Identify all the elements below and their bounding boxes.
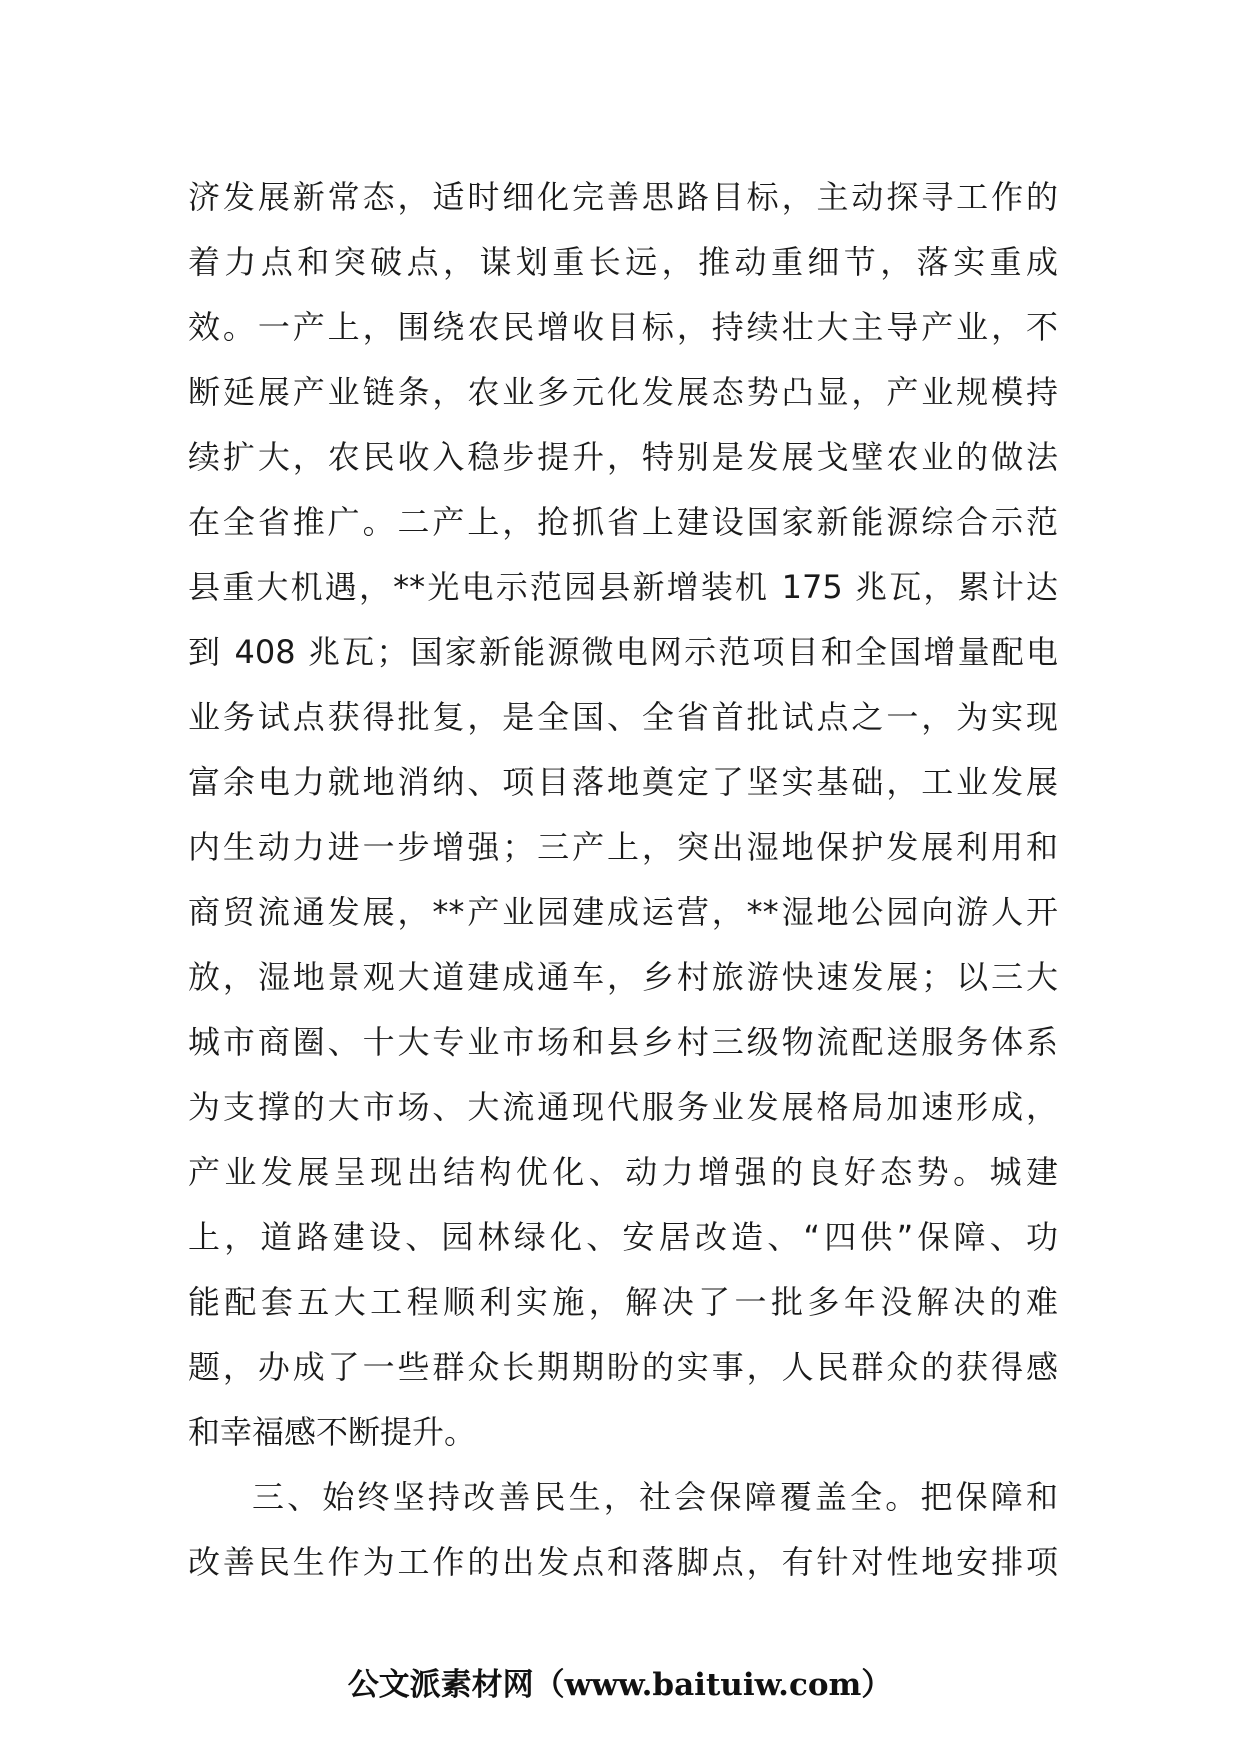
text-line: 断延展产业链条，农业多元化发展态势凸显，产业规模持: [188, 373, 1058, 411]
text-line: 到 408 兆瓦；国家新能源微电网示范项目和全国增量配电: [188, 633, 1058, 671]
text-line: 上，道路建设、园林绿化、安居改造、“四供”保障、功: [188, 1218, 1058, 1256]
text-line: 产业发展呈现出结构优化、动力增强的良好态势。城建: [188, 1153, 1058, 1191]
section-heading-line: 三、始终坚持改善民生，社会保障覆盖全。把保障和: [252, 1478, 1058, 1516]
text-line: 济发展新常态，适时细化完善思路目标，主动探寻工作的: [188, 178, 1058, 216]
text-line: 能配套五大工程顺利实施，解决了一批多年没解决的难: [188, 1283, 1058, 1321]
text-line: 城市商圈、十大专业市场和县乡村三级物流配送服务体系: [188, 1023, 1058, 1061]
text-line: 题，办成了一些群众长期期盼的实事，人民群众的获得感: [188, 1348, 1058, 1386]
text-line: 放，湿地景观大道建成通车，乡村旅游快速发展；以三大: [188, 958, 1058, 996]
text-line: 和幸福感不断提升。: [188, 1413, 477, 1451]
text-line: 效。一产上，围绕农民增收目标，持续壮大主导产业，不: [188, 308, 1058, 346]
text-line: 为支撑的大市场、大流通现代服务业发展格局加速形成，: [188, 1088, 1058, 1126]
text-line: 富余电力就地消纳、项目落地奠定了坚实基础，工业发展: [188, 763, 1058, 801]
text-line: 在全省推广。二产上，抢抓省上建设国家新能源综合示范: [188, 503, 1058, 541]
text-line: 内生动力进一步增强；三产上，突出湿地保护发展利用和: [188, 828, 1058, 866]
text-line: 改善民生作为工作的出发点和落脚点，有针对性地安排项: [188, 1543, 1058, 1581]
text-line: 着力点和突破点，谋划重长远，推动重细节，落实重成: [188, 243, 1058, 281]
text-line: 商贸流通发展，**产业园建成运营，**湿地公园向游人开: [188, 893, 1058, 931]
footer-watermark: 公文派素材网（www.baituiw.com）: [347, 1667, 893, 1703]
text-line: 业务试点获得批复，是全国、全省首批试点之一，为实现: [188, 698, 1058, 736]
text-line: 续扩大，农民收入稳步提升，特别是发展戈壁农业的做法: [188, 438, 1058, 476]
body-text: [188, 165, 1058, 1595]
text-line: 县重大机遇，**光电示范园县新增装机 175 兆瓦，累计达: [188, 568, 1058, 606]
